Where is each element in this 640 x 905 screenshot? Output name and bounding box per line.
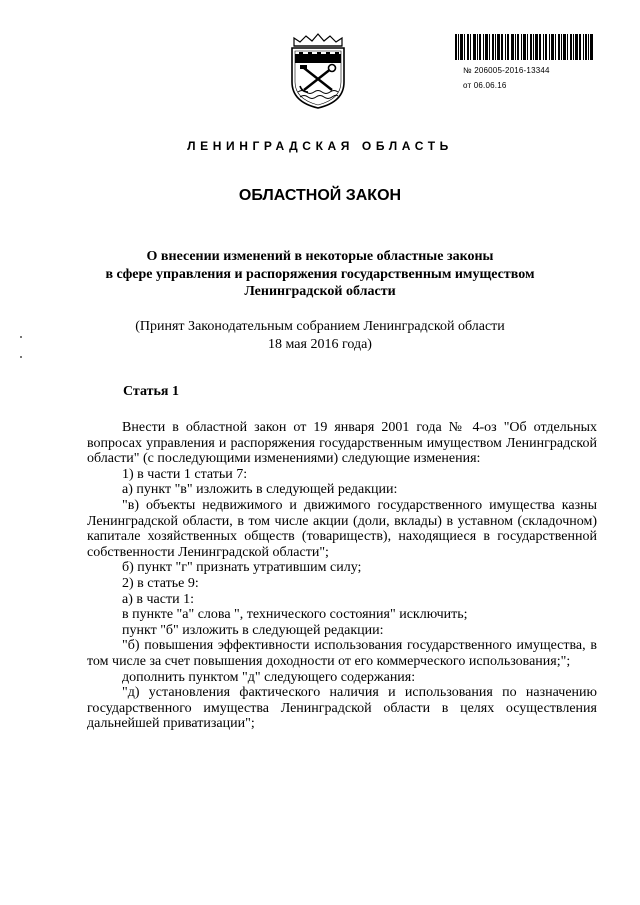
- scan-mark: [20, 336, 22, 338]
- adoption-note: [60, 318, 580, 353]
- paragraph: "д) установления фактического наличия и использования по назначению государственного имущества Ленинградской области в целях осуществления дальнейшей приватизации";: [87, 685, 597, 732]
- adoption-note-line: 18 мая 2016 года): [268, 336, 372, 352]
- paragraph: в пункте "а" слова ", технического состояния" исключить;: [122, 607, 468, 623]
- registration-number: № 206005-2016-13344: [463, 66, 550, 75]
- paragraph: "в) объекты недвижимого и движимого государственного имущества казны Ленинградской области, в том числе акции (доли, вклады) в уставном (складочном) капитале хозяйственных обществ (товариществ), находящиеся в государственной собственности Ленинградской области";: [87, 497, 597, 560]
- paragraph: б) пункт "г" признать утратившим силу;: [122, 560, 362, 576]
- paragraph: а) в части 1:: [122, 591, 194, 607]
- paragraph: 2) в статье 9:: [122, 575, 199, 591]
- region-heading: ЛЕНИНГРАДСКАЯ ОБЛАСТЬ: [187, 139, 453, 153]
- paragraph: Внести в областной закон от 19 января 2001 года № 4-оз "Об отдельных вопросах управления и распоряжения государственным имуществом Ленинградской области" (с последующими изменениями) следующие изменения:: [87, 420, 597, 467]
- law-title-line: в сфере управления и распоряжения государственным имуществом: [105, 266, 535, 282]
- article-body: [87, 420, 597, 732]
- adoption-note-line: (Принят Законодательным собранием Ленинградской области: [135, 319, 505, 334]
- paragraph: пункт "б" изложить в следующей редакции:: [122, 622, 384, 638]
- scan-mark: [20, 356, 22, 358]
- registration-date: от 06.06.16: [463, 81, 507, 90]
- paragraph: дополнить пунктом "д" следующего содержания:: [122, 669, 416, 685]
- law-title: [60, 248, 580, 301]
- law-title-line: Ленинградской области: [244, 284, 396, 300]
- coat-of-arms-emblem: [286, 32, 350, 110]
- paragraph: 1) в части 1 статьи 7:: [122, 466, 248, 482]
- document-type-heading: ОБЛАСТНОЙ ЗАКОН: [238, 187, 402, 204]
- paragraph: "б) повышения эффективности использования государственного имущества, в том числе за счет повышения доходности от его коммерческого использования;";: [87, 638, 597, 669]
- registration-barcode: [454, 34, 594, 60]
- law-title-line: О внесении изменений в некоторые областные законы: [146, 249, 494, 264]
- paragraph: а) пункт "в" изложить в следующей редакции:: [122, 482, 398, 498]
- article-heading: Статья 1: [123, 384, 179, 399]
